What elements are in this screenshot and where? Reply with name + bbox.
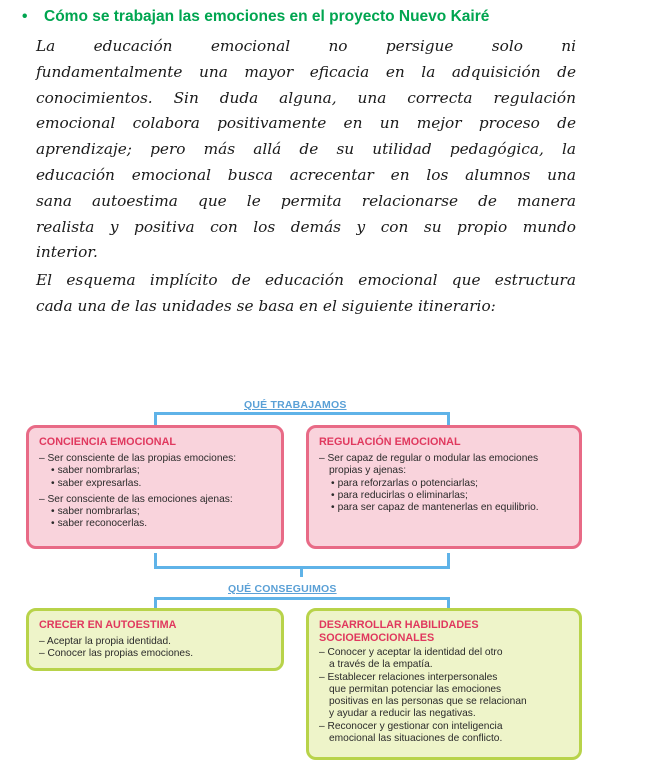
box-subitem: • saber reconocerlas. [39,518,271,530]
emotional-education-diagram [22,385,602,765]
box-title-line: SOCIOEMOCIONALES [319,632,435,644]
box-subitem: • saber expresarlas. [39,478,271,490]
box-title [319,619,569,645]
paragraph-1-line: emocional colabora positivamente en un mejor proceso de [36,114,576,133]
box-subitem: • para ser capaz de mantenerlas en equilibrio. [319,502,569,514]
paragraph-1-line: sana autoestima que le permita relacionarse de manera [36,191,576,210]
box-line: – Conocer las propias emociones. [39,648,194,660]
paragraph-2 [36,268,576,320]
paragraph-1-line: interior. [36,243,98,262]
box-line: y ayudar a reducir las negativas. [329,708,476,720]
paragraph-2-line: cada una de las unidades se basa en el siguiente itinerario: [36,296,496,315]
paragraph-1-line: fundamentalmente una mayor eficacia en la adquisición de [36,62,576,81]
paragraph-1-line: realista y positiva con los demás y con su propio mundo [36,217,576,236]
paragraph-1 [36,34,576,266]
box-title-line: DESARROLLAR HABILIDADES [319,619,479,631]
box-subitem: • para reducirlas o eliminarlas; [319,490,569,502]
mid-connector-down [300,569,303,577]
bullet-icon: • [22,8,28,25]
box-subitem: • para reforzarlas o potenciarlas; [319,478,569,490]
box-line: – Ser consciente de las emociones ajenas: [39,493,233,505]
box-line: – Aceptar la propia identidad. [39,636,171,647]
box-subitem: • saber nombrarlas; [39,465,271,477]
box-title: REGULACIÓN EMOCIONAL [319,436,461,448]
box-line: – Conocer y aceptar la identidad del otro [319,647,503,658]
box-line: que permitan potenciar las emociones [329,683,502,695]
box-conciencia-emocional [26,425,284,549]
heading-text: Cómo se trabajan las emociones en el proyecto Nuevo Kairé [44,8,490,25]
label-que-trabajamos: QUÉ TRABAJAMOS [240,399,351,411]
box-regulacion-emocional [306,425,582,549]
box-line: emocional las situaciones de conflicto. [329,733,503,745]
paragraph-1-line: conocimientos. Sin duda alguna, una correcta regulación [36,88,576,107]
label-que-conseguimos: QUÉ CONSEGUIMOS [228,583,337,595]
box-line: – Establecer relaciones interpersonales [319,671,498,683]
box-crecer-en-autoestima [26,608,284,671]
box-title: CRECER EN AUTOESTIMA [39,619,177,631]
box-title: CONCIENCIA EMOCIONAL [39,436,176,448]
paragraph-1-line: educación emocional busca acrecentar en los alumnos una [36,165,576,184]
paragraph-2-line: El esquema implícito de educación emocional que estructura [36,271,576,289]
paragraph-1-line: La educación emocional no persigue solo ni [36,37,576,55]
box-line: – Ser capaz de regular o modular las emociones [319,453,539,464]
box-line: propias y ajenas: [329,465,407,477]
section-heading [22,8,632,26]
box-line: a través de la empatía. [329,659,433,671]
top-connector-horizontal [154,412,450,415]
box-subitem: • saber nombrarlas; [39,506,271,518]
box-line: positivas en las personas que se relacionan [329,696,527,708]
box-habilidades-socioemocionales [306,608,582,760]
paragraph-1-line: aprendizaje; pero más allá de su utilidad pedagógica, la [36,140,576,159]
box-line: – Ser consciente de las propias emociones: [39,453,237,464]
bottom-connector-horizontal [154,597,450,600]
box-line: – Reconocer y gestionar con inteligencia [319,720,503,732]
